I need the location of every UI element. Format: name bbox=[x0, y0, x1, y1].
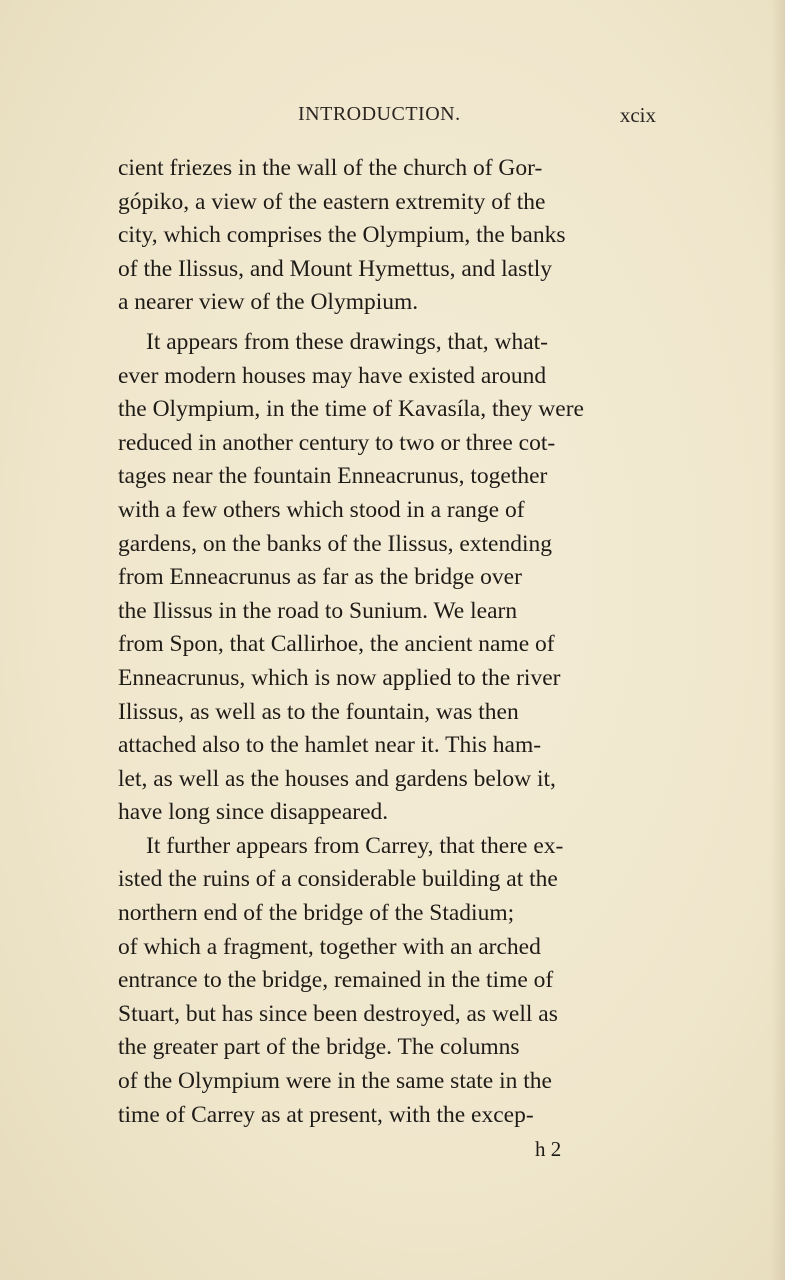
text-line: the Ilissus in the road to Sunium. We learn bbox=[118, 597, 518, 624]
text-line: isted the ruins of a considerable building at the bbox=[118, 866, 558, 893]
text-line: of the Ilissus, and Mount Hymettus, and lastly bbox=[118, 255, 553, 282]
running-title: INTRODUCTION. bbox=[298, 103, 461, 125]
running-head bbox=[118, 103, 656, 133]
text-line: with a few others which stood in a range of bbox=[118, 496, 525, 523]
text-line: northern end of the bridge of the Stadium; bbox=[118, 900, 515, 927]
paragraph bbox=[118, 326, 656, 830]
paragraph bbox=[118, 152, 656, 320]
text-line: from Enneacrunus as far as the bridge over bbox=[118, 564, 522, 591]
text-line: It appears from these drawings, that, what- bbox=[146, 328, 548, 355]
text-line: the greater part of the bridge. The columns bbox=[118, 1034, 520, 1061]
paragraph bbox=[118, 830, 656, 1132]
text-line: attached also to the hamlet near it. This ham- bbox=[118, 732, 542, 759]
text-line: Enneacrunus, which is now applied to the river bbox=[118, 664, 561, 691]
text-line: a nearer view of the Olympium. bbox=[118, 289, 419, 316]
text-line: of which a fragment, together with an arched bbox=[118, 933, 541, 960]
text-line: Stuart, but has since been destroyed, as well as bbox=[118, 1000, 558, 1027]
text-line: let, as well as the houses and gardens below it, bbox=[118, 765, 556, 792]
text-line: of the Olympium were in the same state in the bbox=[118, 1068, 552, 1095]
text-line: It further appears from Carrey, that there ex- bbox=[146, 832, 564, 859]
text-line: ever modern houses may have existed around bbox=[118, 362, 547, 389]
text-line: reduced in another century to two or three cot- bbox=[118, 429, 556, 456]
body-text bbox=[118, 152, 656, 1132]
text-line: city, which comprises the Olympium, the banks bbox=[118, 222, 566, 249]
text-line: gardens, on the banks of the Ilissus, extending bbox=[118, 530, 553, 557]
text-line: from Spon, that Callirhoe, the ancient name of bbox=[118, 631, 555, 658]
page-edge-shadow bbox=[771, 0, 785, 1280]
text-line: have long since disappeared. bbox=[118, 799, 389, 826]
text-line: tages near the fountain Enneacrunus, together bbox=[118, 463, 548, 490]
text-line: gópiko, a view of the eastern extremity of the bbox=[118, 188, 546, 215]
text-line: entrance to the bridge, remained in the time of bbox=[118, 967, 554, 994]
signature-mark: h 2 bbox=[535, 1137, 562, 1161]
page-number: xcix bbox=[619, 103, 656, 127]
text-line: the Olympium, in the time of Kavasíla, they were bbox=[118, 396, 584, 423]
text-line: cient friezes in the wall of the church of Gor- bbox=[118, 155, 543, 181]
text-line: Ilissus, as well as to the fountain, was then bbox=[118, 698, 519, 725]
text-line: time of Carrey as at present, with the excep- bbox=[118, 1101, 534, 1128]
